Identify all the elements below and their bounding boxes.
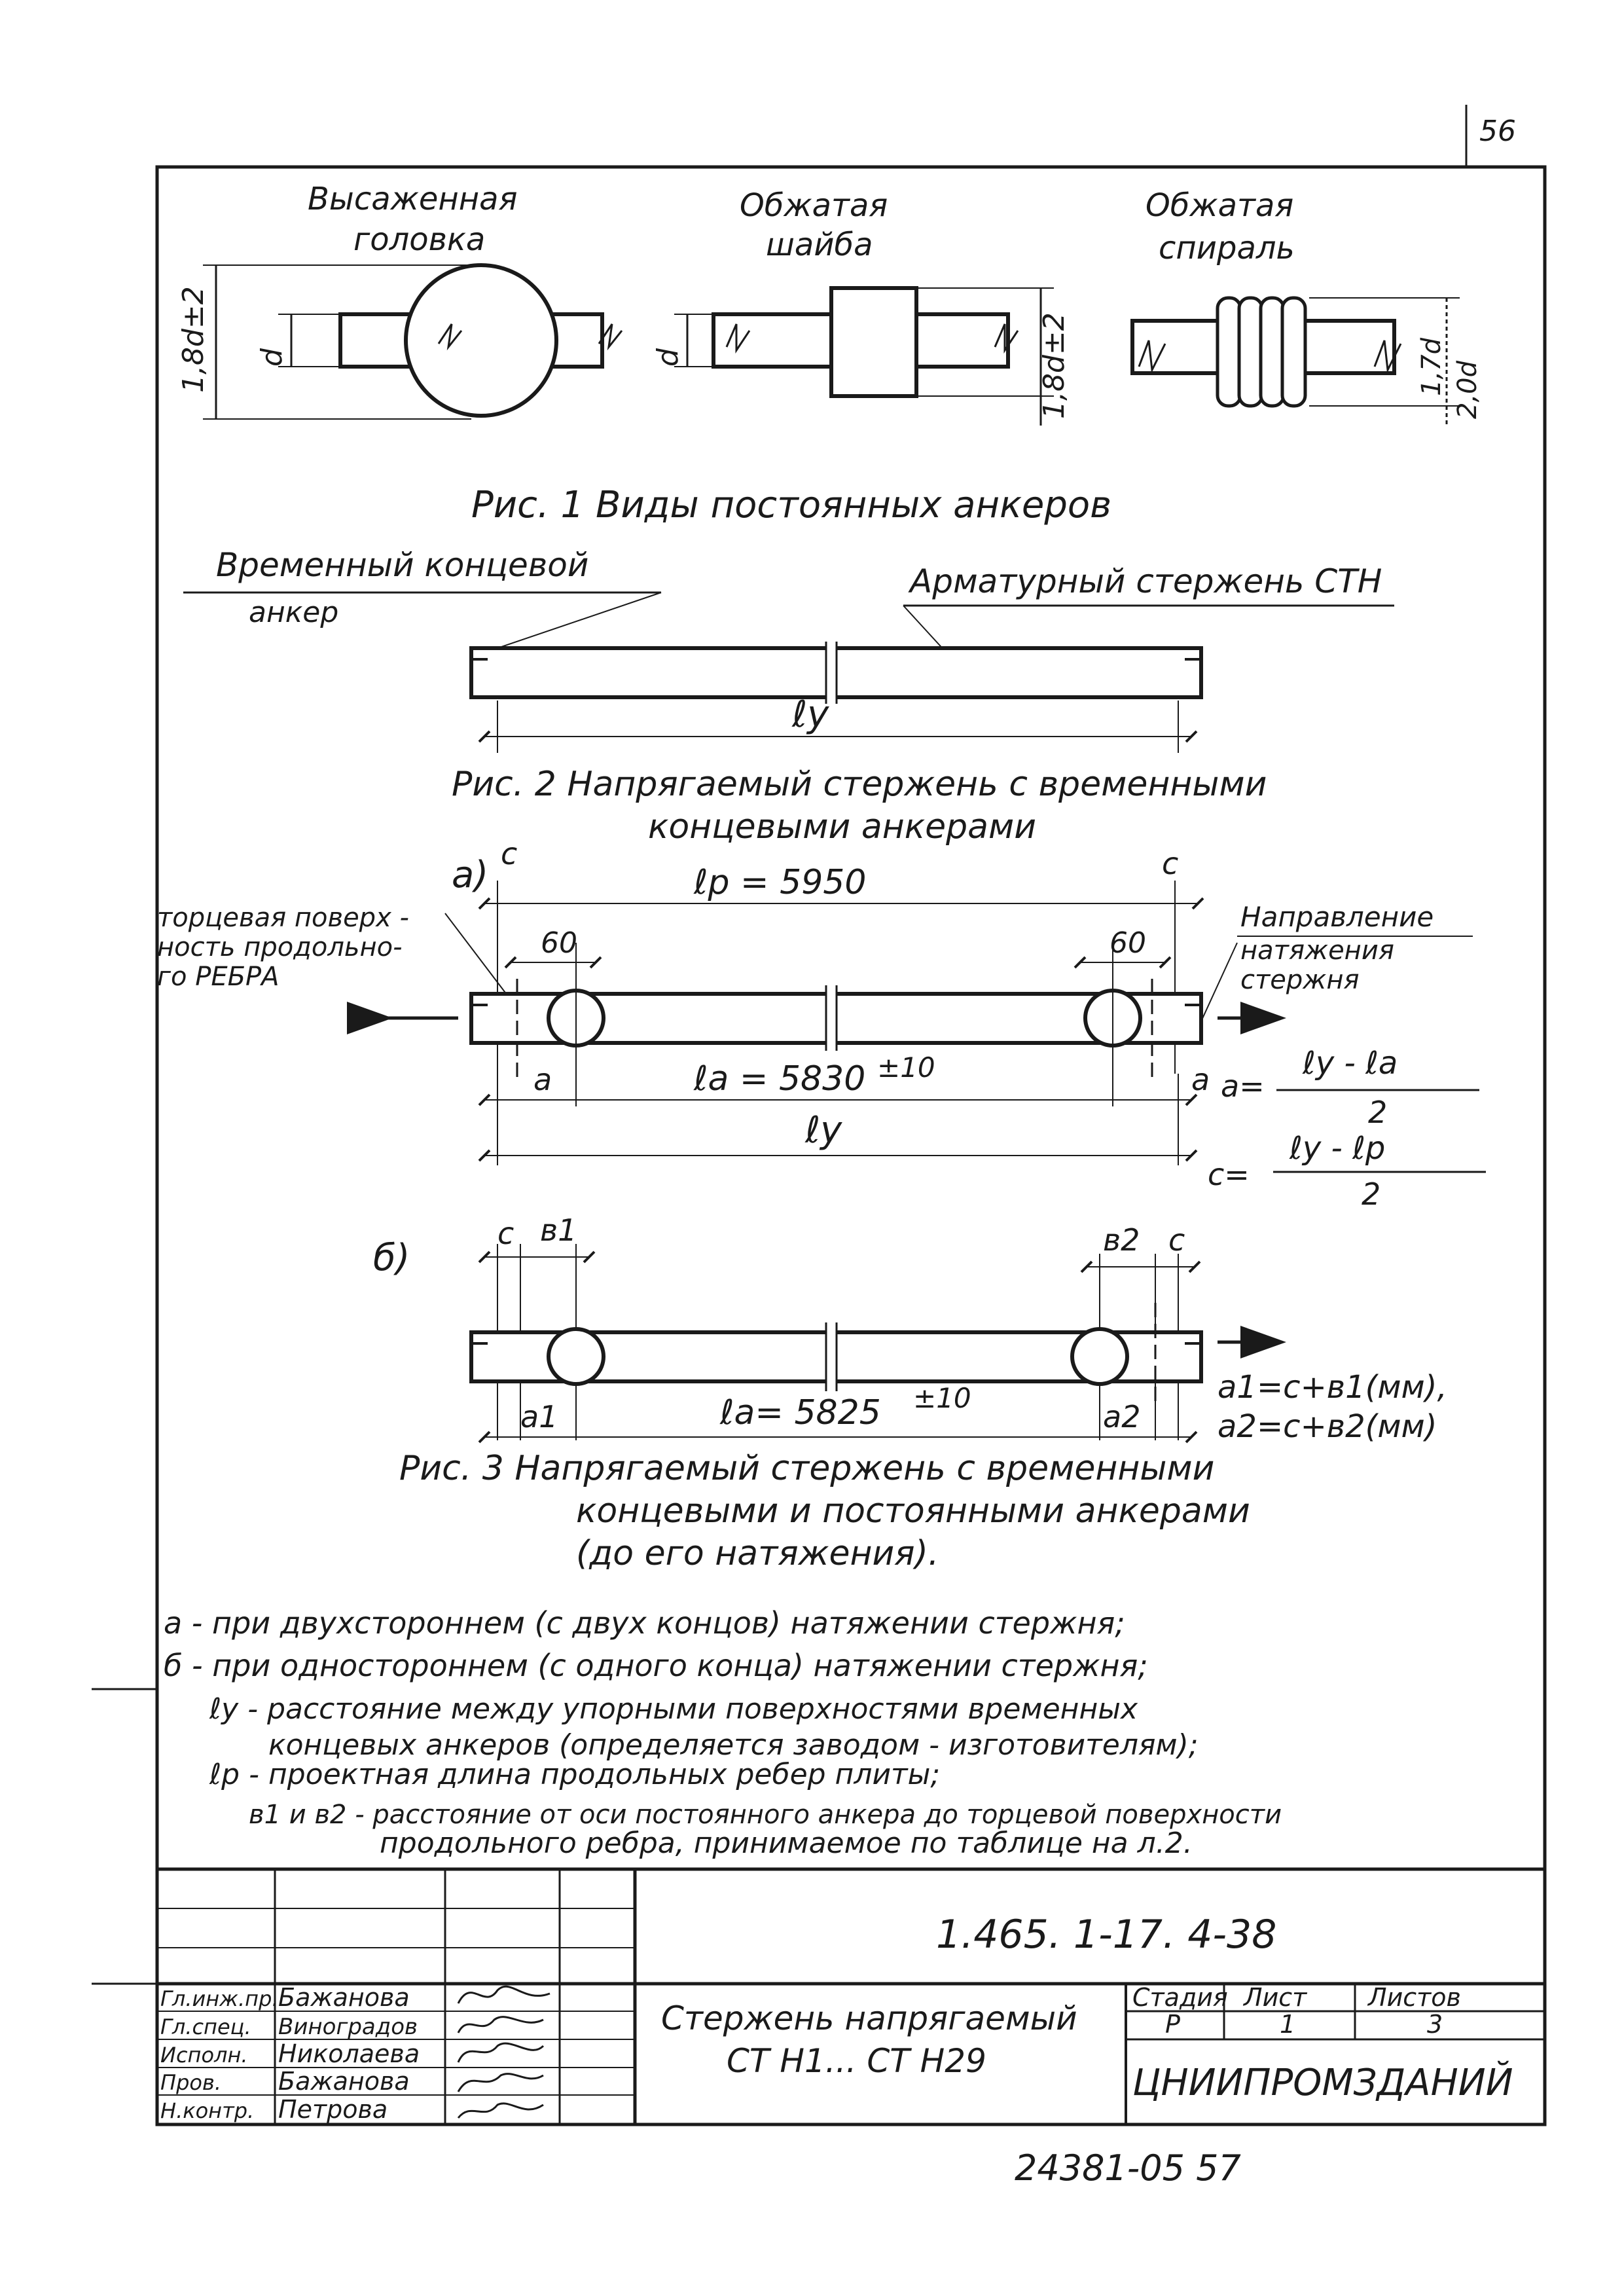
fig3a-label-direction-3: стержня xyxy=(1240,965,1360,995)
figure-1 xyxy=(177,181,1483,526)
fig3b-dim-a1: а1 xyxy=(520,1399,558,1434)
fig3a-dim-c-left: c xyxy=(501,836,518,871)
fig3a-label-direction-2: натяжения xyxy=(1240,936,1394,966)
fig3b-dim-la-tolerance: ±10 xyxy=(913,1382,971,1414)
figure-3a xyxy=(157,836,1486,1212)
fig3a-dim-la: ℓа = 5830 xyxy=(694,1059,866,1099)
fig3b-formula-2: а2=с+в2(мм) xyxy=(1218,1408,1437,1445)
signature-role: Пров. xyxy=(160,2070,221,2095)
stage-header: Стадия xyxy=(1132,1983,1228,2012)
anchor-spiral-subtitle: спираль xyxy=(1159,230,1295,266)
organization: ЦНИИПРОМЗДАНИЙ xyxy=(1132,2062,1513,2104)
fig3a-label-face-2: ность продольно- xyxy=(157,932,403,962)
fig3a-dim-lp: ℓр = 5950 xyxy=(694,863,867,902)
signature-role: Гл.инж.пр. xyxy=(160,1986,279,2011)
fig2-caption-line2: концевыми анкерами xyxy=(648,807,1037,847)
fig3a-label-direction-1: Направление xyxy=(1240,901,1434,933)
note-line: а - при двухстороннем (с двух концов) натяжении стержня; xyxy=(164,1605,1125,1641)
fig3a-formula-c-numerator: ℓу - ℓр xyxy=(1290,1130,1386,1167)
drawing-title-line1: Стержень напрягаемый xyxy=(661,1999,1077,2037)
fig3b-dim-la: ℓа= 5825 xyxy=(720,1393,881,1432)
fig3b-dim-b2: в2 xyxy=(1103,1222,1140,1258)
anchor-washer-title: Обжатая xyxy=(740,187,888,224)
fig3a-formula-a-lhs: а= xyxy=(1221,1068,1265,1104)
note-line: концевых анкеров (определяется заводом - изготовителям); xyxy=(268,1728,1199,1762)
anchor-washer-subtitle: шайба xyxy=(766,227,873,263)
doc-code: 1.465. 1-17. 4-38 xyxy=(936,1912,1277,1958)
fig3a-dim-a-left: а xyxy=(533,1062,552,1097)
drawing-title-line2: СТ Н1... СТ Н29 xyxy=(727,2042,986,2080)
signature-role: Н.контр. xyxy=(160,2098,255,2123)
note-line: б - при одностороннем (с одного конца) натяжении стержня; xyxy=(164,1648,1148,1683)
anchor-washer-dim-outer: 1,8d±2 xyxy=(1038,312,1071,419)
title-block xyxy=(157,1869,1545,2124)
fig3a-formula-a-denominator: 2 xyxy=(1368,1095,1388,1130)
signature-mark xyxy=(458,2017,543,2033)
anchor-spiral-dim-b: 2,0d xyxy=(1453,360,1483,419)
signature-name: Бажанова xyxy=(278,2067,410,2096)
fig3a-label-face-1: торцевая поверх - xyxy=(157,903,409,933)
archive-number: 24381-05 57 xyxy=(1015,2147,1241,2189)
fig3a-dim-a-right: а xyxy=(1191,1062,1210,1097)
fig3a-formula-c-denominator: 2 xyxy=(1362,1176,1381,1212)
fig3a-dim-c-right: c xyxy=(1162,846,1179,881)
fig3-caption-line2: концевыми и постоянными анкерами xyxy=(576,1491,1250,1531)
anchor-spiral-title: Обжатая xyxy=(1146,187,1294,224)
fig3a-dim-60-right: 60 xyxy=(1110,926,1146,960)
fig2-label-anchor: анкер xyxy=(249,596,339,629)
signature-name: Петрова xyxy=(278,2095,388,2124)
anchor-crimped-washer xyxy=(651,187,1071,426)
fig3a-dim-la-tolerance: ±10 xyxy=(877,1051,935,1084)
fig2-dim-ly: ℓу xyxy=(792,693,829,736)
fig2-caption-line1: Рис. 2 Напрягаемый стержень с временными xyxy=(452,765,1267,804)
anchor-head-title: Высаженная xyxy=(308,181,518,217)
fig3a-label-face-3: го РЕБРА xyxy=(157,962,280,992)
fig2-label-bar: Арматурный стержень СТН xyxy=(910,562,1382,600)
anchor-upset-head xyxy=(177,181,622,419)
stage-value: Р xyxy=(1165,2010,1180,2039)
figure-2 xyxy=(183,546,1394,847)
fig3-caption-line3: (до его натяжения). xyxy=(576,1534,939,1573)
note-line: ℓр - проектная длина продольных ребер плиты; xyxy=(209,1758,941,1791)
fig3a-dim-ly: ℓу xyxy=(805,1109,842,1152)
anchor-crimped-spiral xyxy=(1132,187,1483,426)
signature-name: Виноградов xyxy=(278,2014,418,2040)
fig3a-dim-60-left: 60 xyxy=(541,926,577,960)
fig3b-formula-1: а1=с+в1(мм), xyxy=(1218,1369,1447,1406)
signature-name: Николаева xyxy=(278,2039,420,2068)
fig3b-dim-c-left: с xyxy=(497,1216,514,1251)
note-line: в1 и в2 - расстояние от оси постоянного анкера до торцевой поверхности xyxy=(249,1800,1282,1830)
signature-name: Бажанова xyxy=(278,1983,410,2012)
anchor-spiral-dim-a: 1,7d xyxy=(1416,337,1447,396)
fig3b-dim-b1: в1 xyxy=(540,1212,577,1248)
figure-3b xyxy=(373,1212,1447,1573)
fig3b-dim-c-right: с xyxy=(1168,1222,1185,1258)
notes xyxy=(164,1605,1282,1860)
anchor-washer-dim-inner: d xyxy=(651,348,685,367)
anchor-head-subtitle: головка xyxy=(353,221,486,258)
fig3a-formula-a-numerator: ℓу - ℓа xyxy=(1303,1045,1398,1082)
signature-role: Исполн. xyxy=(160,2043,248,2068)
signature-role: Гл.спец. xyxy=(160,2014,251,2039)
fig3-caption-line1: Рис. 3 Напрягаемый стержень с временными xyxy=(399,1449,1215,1488)
signature-mark xyxy=(458,2043,543,2062)
signature-mark xyxy=(458,1986,550,2003)
note-line: продольного ребра, принимаемое по таблице на л.2. xyxy=(380,1827,1193,1860)
signature-mark xyxy=(458,2104,543,2118)
figure-1-caption: Рис. 1 Виды постоянных анкеров xyxy=(471,484,1112,526)
signature-mark xyxy=(458,2074,543,2092)
page-number-box xyxy=(1466,105,1545,167)
fig3a-marker: а) xyxy=(452,854,489,896)
sheet-value: 1 xyxy=(1280,2010,1296,2039)
fig2-label-temporary-anchor: Временный концевой xyxy=(216,546,589,584)
anchor-head-dim-outer: 1,8d±2 xyxy=(177,286,210,393)
signature-rows xyxy=(160,1983,550,2124)
note-line: ℓу - расстояние между упорными поверхностями временных xyxy=(209,1692,1138,1726)
fig3a-formula-c-lhs: с= xyxy=(1208,1157,1250,1192)
sheets-header: Листов xyxy=(1368,1983,1461,2012)
sheets-value: 3 xyxy=(1427,2010,1443,2039)
sheet-header: Лист xyxy=(1244,1983,1307,2012)
anchor-head-dim-inner: d xyxy=(255,348,289,367)
fig3b-marker: б) xyxy=(373,1237,410,1279)
page-number: 56 xyxy=(1479,115,1516,148)
fig3b-dim-a2: а2 xyxy=(1103,1399,1141,1434)
